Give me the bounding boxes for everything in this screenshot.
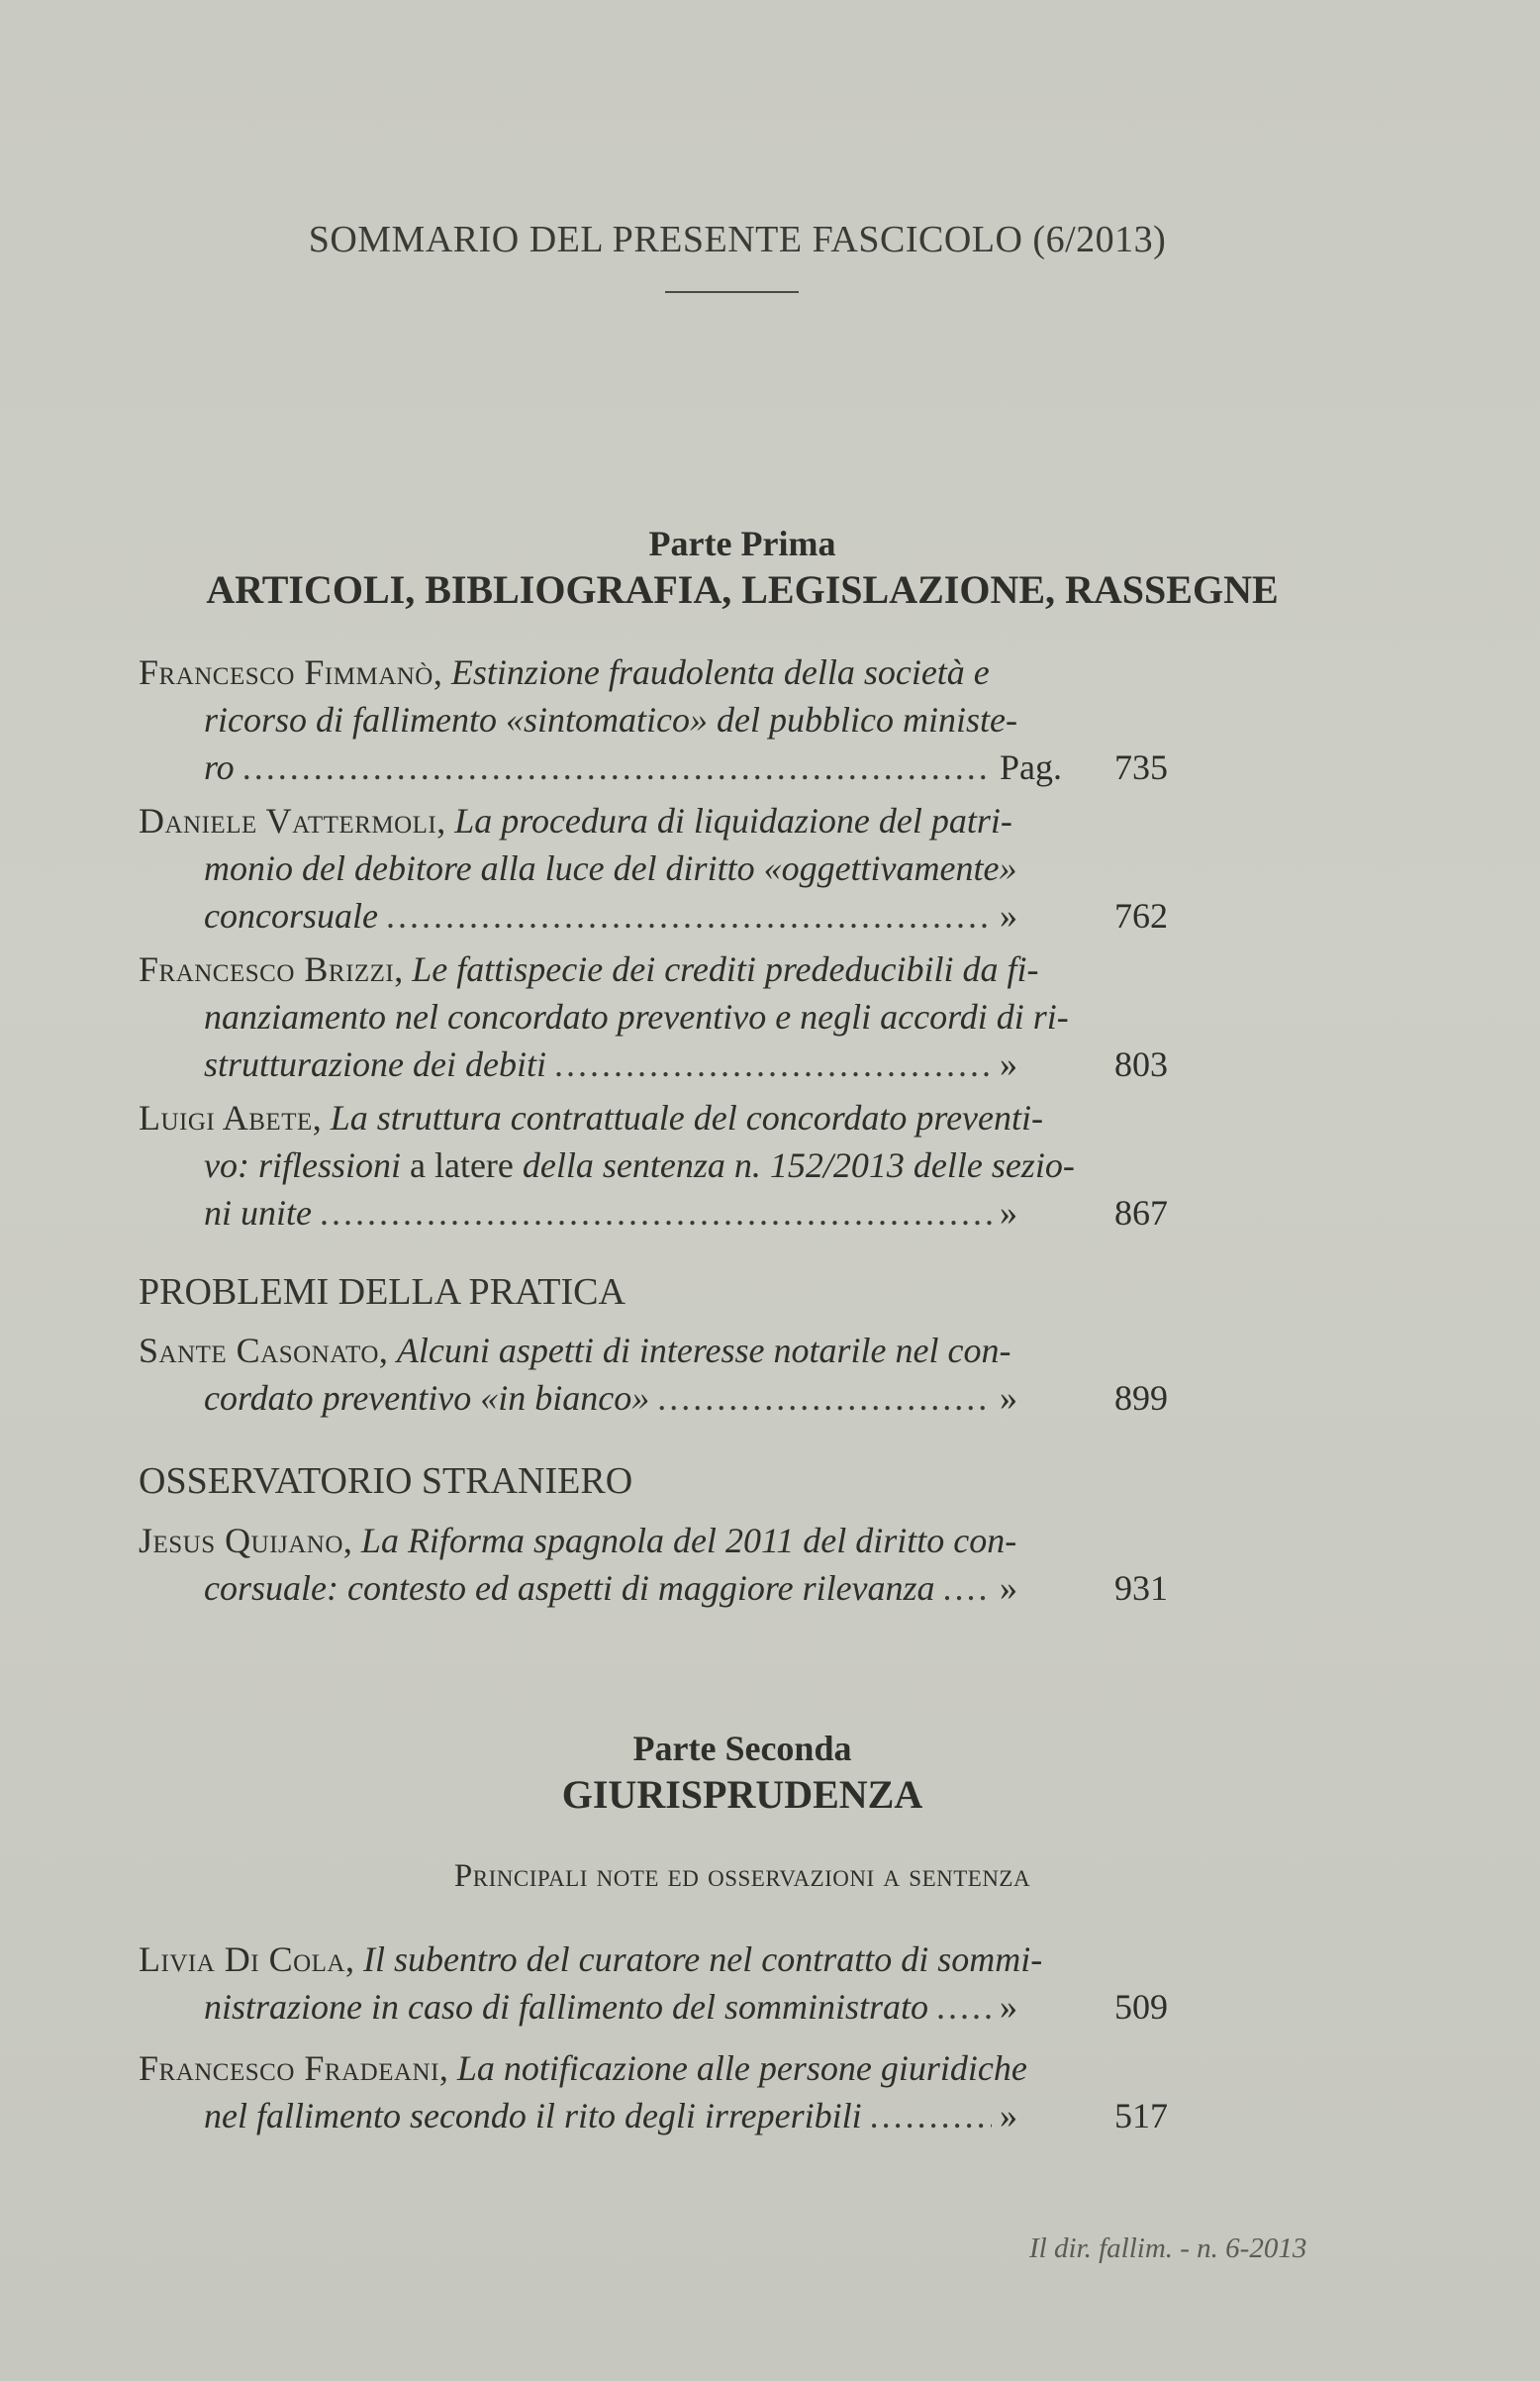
page-label: » [1000,2096,1017,2135]
entry-title: La notificazione alle persone giuridiche [456,2048,1027,2088]
entry-title-cont: monio del debitore alla luce del diritto «oggettivamente» [204,848,1017,888]
entry-title-end: nel fallimento secondo il rito degli irreperibili [204,2096,862,2135]
page-reference [1000,1983,1168,2031]
leader-dots [936,1983,992,2031]
entry-author: Sante Casonato [139,1331,379,1370]
entry-title-latin: a latere [400,1145,523,1185]
entry-title: La Riforma spagnola del 2011 del diritto con- [360,1521,1017,1560]
title-divider [665,291,799,293]
entry-title-end: strutturazione dei debiti [204,1044,546,1084]
section-heading-osservatorio: OSSERVATORIO STRANIERO [139,1460,633,1502]
page-reference [1000,2092,1168,2139]
entry-title-cont: nanziamento nel concordato preventivo e negli accordi di ri- [204,997,1069,1037]
leader-dots [386,892,992,940]
page-reference [1000,892,1168,940]
leader-dots [870,2092,992,2139]
part2-heading [0,1728,1485,1818]
page-label: » [1000,1987,1017,2027]
page-reference [1000,1374,1168,1422]
page-number: 517 [1114,2096,1168,2135]
page-label: » [1000,1378,1017,1418]
page-label: » [1000,1044,1017,1084]
toc-entry[interactable]: Daniele Vattermoli, La procedura di liquidazione del patri- monio del debitore alla luce del diritto «oggettivamente» concorsuale ..... » 762 [139,797,1168,940]
toc-entry[interactable]: Luigi Abete, La struttura contrattuale del concordato preventi- vo: riflessioni a latere della sentenza n. 152/2013 delle sezio- ni unite ..... » 867 [139,1094,1168,1237]
entry-title-cont: vo: riflessioni [204,1145,401,1185]
page-label: » [1000,1568,1017,1608]
leader-dots [320,1189,992,1237]
entry-author: Luigi Abete [139,1098,313,1138]
part1-heading [0,523,1485,613]
entry-title-cont: ricorso di fallimento «sintomatico» del pubblico ministe- [204,700,1017,740]
page-number: 867 [1114,1193,1168,1233]
entry-author: Francesco Fradeani [139,2048,439,2088]
entry-author: Jesus Quijano [139,1521,343,1560]
leader-dots [242,744,992,791]
toc-entry[interactable]: Francesco Fimmanò, Estinzione fraudolenta della società e ricorso di fallimento «sintomatico» del pubblico ministe- ro ..... Pag. 735 [139,648,1168,791]
page-reference [1000,1564,1168,1612]
page-label: Pag. [1000,747,1062,787]
entry-author: Francesco Brizzi [139,949,395,989]
entry-title-end: cordato preventivo «in bianco» [204,1378,650,1418]
toc-entry[interactable]: Francesco Fradeani, La notificazione alle persone giuridiche nel fallimento secondo il rito degli irreperibili ..... » 517 [139,2044,1168,2139]
entry-title: Il subentro del curatore nel contratto di sommi- [362,1939,1043,1979]
entry-title-end: ro [204,747,235,787]
page-number: 803 [1114,1044,1168,1084]
leader-dots [943,1564,992,1612]
toc-entry[interactable]: Sante Casonato, Alcuni aspetti di interesse notarile nel con- cordato preventivo «in bianco» ..... » 899 [139,1327,1168,1422]
page-number: 509 [1114,1987,1168,2027]
journal-footer: Il dir. fallim. - n. 6-2013 [1029,2232,1307,2264]
page-number: 762 [1114,896,1168,936]
entry-title: La struttura contrattuale del concordato preventi- [330,1098,1043,1138]
toc-entry[interactable]: Jesus Quijano, La Riforma spagnola del 2011 del diritto con- corsuale: contesto ed aspetti di maggiore rilevanza ..... » 931 [139,1517,1168,1612]
page-number: 899 [1114,1378,1168,1418]
entry-title-end: concorsuale [204,896,378,936]
toc-entry[interactable]: Livia Di Cola, Il subentro del curatore nel contratto di sommi- nistrazione in caso di fallimento del somministrato ..... » 509 [139,1935,1168,2031]
entry-title-end: corsuale: contesto ed aspetti di maggiore rilevanza [204,1568,935,1608]
part1-subtitle: ARTICOLI, BIBLIOGRAFIA, LEGISLAZIONE, RASSEGNE [206,567,1279,612]
part2-subtitle: GIURISPRUDENZA [561,1772,923,1817]
leader-dots [554,1041,992,1088]
page-number: 735 [1114,747,1168,787]
entry-author: Daniele Vattermoli [139,801,437,841]
entry-title: Alcuni aspetti di interesse notarile nel con- [396,1331,1011,1370]
page-reference [1000,1041,1168,1088]
page-number: 931 [1114,1568,1168,1608]
part1-label: Parte Prima [648,524,836,563]
page-title: SOMMARIO DEL PRESENTE FASCICOLO (6/2013) [308,219,1167,260]
page-reference [1000,744,1168,791]
page-reference [1000,1189,1168,1237]
toc-entry[interactable]: Francesco Brizzi, Le fattispecie dei crediti prededucibili da fi- nanziamento nel concordato preventivo e negli accordi di ri- strutturazione dei debiti ..... » 803 [139,945,1168,1088]
entry-author: Francesco Fimmanò [139,652,433,692]
page-label: » [1000,896,1017,936]
notes-heading: Principali note ed osservazioni a sentenza [453,1858,1031,1894]
entry-title-end: nistrazione in caso di fallimento del somministrato [204,1987,929,2027]
entry-title: Le fattispecie dei crediti prededucibili da fi- [412,949,1039,989]
leader-dots [657,1374,992,1422]
entry-title-cont: della sentenza n. 152/2013 delle sezio- [522,1145,1075,1185]
part2-label: Parte Seconda [632,1729,852,1768]
entry-title-end: ni unite [204,1193,312,1233]
entry-title: Estinzione fraudolenta della società e [450,652,990,692]
section-heading-problemi: PROBLEMI DELLA PRATICA [139,1271,626,1313]
entry-title: La procedura di liquidazione del patri- [454,801,1012,841]
page-label: » [1000,1193,1017,1233]
entry-author: Livia Di Cola [139,1939,345,1979]
